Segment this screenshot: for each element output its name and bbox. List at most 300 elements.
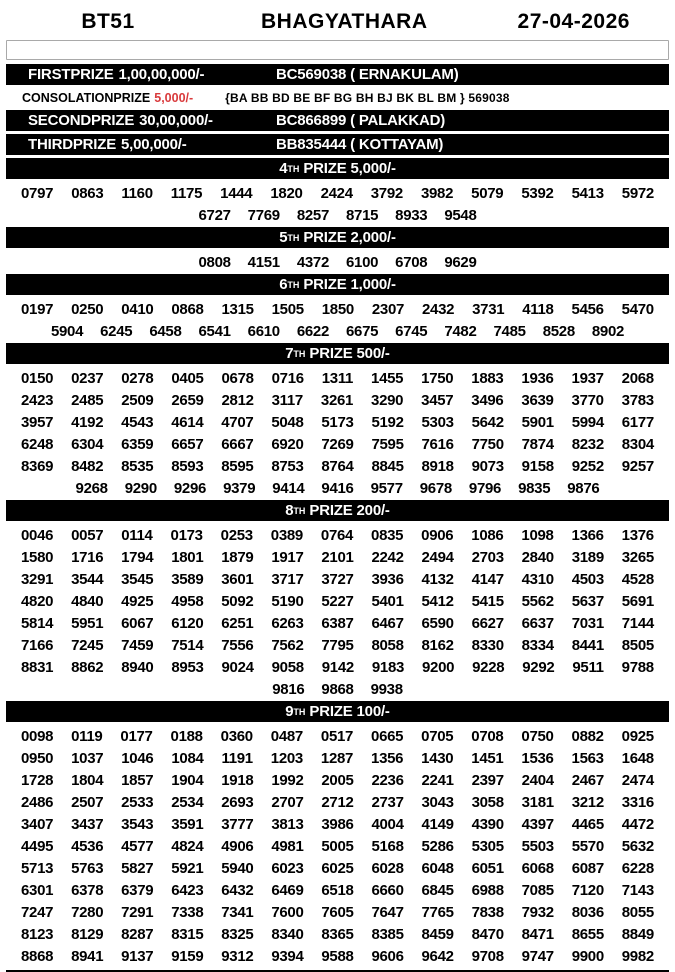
number-row bbox=[6, 411, 669, 433]
prize-number: 1455 bbox=[371, 370, 403, 387]
prize-number: 9394 bbox=[271, 948, 303, 965]
prize-number: 8129 bbox=[71, 926, 103, 943]
prize-number: 6025 bbox=[321, 860, 353, 877]
prize-number: 1287 bbox=[321, 750, 353, 767]
prize-number: 5303 bbox=[422, 414, 454, 431]
prize-number: 5413 bbox=[572, 185, 604, 202]
prize-number: 5763 bbox=[71, 860, 103, 877]
prize-number: 7769 bbox=[248, 207, 280, 224]
prize-number: 6304 bbox=[71, 436, 103, 453]
prize-number: 2703 bbox=[472, 549, 504, 566]
prize-number: 8862 bbox=[71, 659, 103, 676]
prize-number: 6263 bbox=[271, 615, 303, 632]
number-row bbox=[6, 433, 669, 455]
prize-number: 9747 bbox=[522, 948, 554, 965]
prize-number: 7600 bbox=[271, 904, 303, 921]
prize-number: 1175 bbox=[171, 185, 202, 202]
prize-number: 2068 bbox=[622, 370, 654, 387]
prize-section-8th bbox=[0, 500, 675, 700]
prize-number: 5412 bbox=[422, 593, 454, 610]
title-bar bbox=[0, 0, 675, 37]
second-prize-bar bbox=[6, 110, 669, 131]
prize-number: 8655 bbox=[572, 926, 604, 943]
number-row bbox=[6, 769, 669, 791]
prize-number: 3261 bbox=[321, 392, 353, 409]
prize-number: 0410 bbox=[121, 301, 153, 318]
prize-number: 9416 bbox=[321, 480, 353, 497]
prize-number: 0150 bbox=[21, 370, 53, 387]
number-row bbox=[6, 455, 669, 477]
prize-number: 9200 bbox=[422, 659, 454, 676]
prize-number: 0750 bbox=[521, 728, 553, 745]
prize-number: 6423 bbox=[171, 882, 203, 899]
prize-number: 8764 bbox=[321, 458, 353, 475]
prize-number: 6627 bbox=[472, 615, 504, 632]
prize-number: 7795 bbox=[321, 637, 353, 654]
prize-number: 7269 bbox=[321, 436, 353, 453]
prize-number: 6378 bbox=[71, 882, 103, 899]
prize-number: 5713 bbox=[21, 860, 53, 877]
prize-number: 4707 bbox=[221, 414, 253, 431]
prize-number: 9816 bbox=[272, 681, 304, 698]
prize-number: 1356 bbox=[371, 750, 403, 767]
prize-number: 5503 bbox=[522, 838, 554, 855]
number-row bbox=[6, 568, 669, 590]
prize-number: 1037 bbox=[71, 750, 103, 767]
prize-number: 3437 bbox=[71, 816, 103, 833]
prize-number: 5456 bbox=[572, 301, 604, 318]
prize-number: 8315 bbox=[171, 926, 203, 943]
number-row bbox=[6, 634, 669, 656]
prize-number: 4004 bbox=[371, 816, 403, 833]
prize-number: 3117 bbox=[272, 392, 303, 409]
prize-number: 3792 bbox=[371, 185, 403, 202]
prize-number: 8528 bbox=[543, 323, 575, 340]
prize-number: 1203 bbox=[271, 750, 303, 767]
prize-number: 1536 bbox=[521, 750, 553, 767]
prize-number: 7765 bbox=[422, 904, 454, 921]
prize-number: 5286 bbox=[422, 838, 454, 855]
prize-section-9th bbox=[0, 701, 675, 967]
prize-number: 6541 bbox=[198, 323, 230, 340]
prize-number: 7085 bbox=[522, 882, 554, 899]
prize-number: 3545 bbox=[121, 571, 153, 588]
prize-number: 8933 bbox=[395, 207, 427, 224]
prize-number: 5637 bbox=[572, 593, 604, 610]
prize-number: 7341 bbox=[221, 904, 253, 921]
prize-number: 7144 bbox=[622, 615, 654, 632]
prize-number: 1937 bbox=[572, 370, 604, 387]
prize-number: 1750 bbox=[421, 370, 453, 387]
prize-number: 6988 bbox=[472, 882, 504, 899]
prize-number: 3043 bbox=[422, 794, 454, 811]
prize-number: 5814 bbox=[21, 615, 53, 632]
prize-number: 0487 bbox=[271, 728, 303, 745]
prize-number: 6301 bbox=[21, 882, 53, 899]
prize-number: 5951 bbox=[71, 615, 103, 632]
prize-number: 5691 bbox=[622, 593, 654, 610]
prize-number: 6675 bbox=[346, 323, 378, 340]
prize-number: 1801 bbox=[171, 549, 203, 566]
number-row bbox=[6, 813, 669, 835]
lottery-name: BHAGYATHARA bbox=[216, 10, 473, 34]
prize-number: 7031 bbox=[572, 615, 604, 632]
prize-number: 7482 bbox=[444, 323, 476, 340]
prize-number: 0716 bbox=[272, 370, 304, 387]
prize-number: 0517 bbox=[321, 728, 353, 745]
prize-number: 1084 bbox=[171, 750, 203, 767]
prize-number: 9137 bbox=[121, 948, 153, 965]
prize-number: 8287 bbox=[121, 926, 153, 943]
prize-section-6th bbox=[0, 274, 675, 342]
prize-number: 6637 bbox=[522, 615, 554, 632]
prize-section-header: 6 TH PRIZE 1,000/- bbox=[6, 274, 669, 295]
prize-number: 1366 bbox=[572, 527, 604, 544]
prize-number: 5901 bbox=[522, 414, 554, 431]
prize-number: 6518 bbox=[321, 882, 353, 899]
prize-number: 3986 bbox=[321, 816, 353, 833]
consolation-amount: 5,000/- bbox=[154, 91, 193, 105]
prize-number: 9835 bbox=[518, 480, 550, 497]
prize-number: 0708 bbox=[471, 728, 503, 745]
prize-number: 2693 bbox=[221, 794, 253, 811]
prize-number: 7647 bbox=[371, 904, 403, 921]
prize-number: 1098 bbox=[521, 527, 553, 544]
number-row bbox=[6, 725, 669, 747]
prize-number: 3265 bbox=[622, 549, 654, 566]
prize-section-4th bbox=[0, 158, 675, 226]
prize-number: 4372 bbox=[297, 254, 329, 271]
first-prize-bar bbox=[6, 64, 669, 85]
prize-number: 4824 bbox=[171, 838, 203, 855]
prize-number: 1160 bbox=[121, 185, 152, 202]
prize-number: 8340 bbox=[271, 926, 303, 943]
prize-number: 0119 bbox=[71, 728, 102, 745]
prize-number: 5921 bbox=[171, 860, 203, 877]
prize-number: 9796 bbox=[469, 480, 501, 497]
prize-number: 9159 bbox=[171, 948, 203, 965]
prize-number: 5415 bbox=[472, 593, 504, 610]
prize-section-header: 8 TH PRIZE 200/- bbox=[6, 500, 669, 521]
prize-number: 1444 bbox=[220, 185, 252, 202]
prize-number: 7338 bbox=[171, 904, 203, 921]
prize-number: 7616 bbox=[422, 436, 454, 453]
prize-number: 4192 bbox=[71, 414, 103, 431]
prize-number: 1716 bbox=[71, 549, 103, 566]
prize-number: 1191 bbox=[222, 750, 253, 767]
prize-number: 6708 bbox=[395, 254, 427, 271]
prize-number: 5079 bbox=[471, 185, 503, 202]
prize-number: 0863 bbox=[71, 185, 103, 202]
number-row bbox=[6, 590, 669, 612]
prize-number: 7562 bbox=[271, 637, 303, 654]
number-row bbox=[6, 656, 669, 678]
prize-number: 1086 bbox=[471, 527, 503, 544]
prize-number: 5048 bbox=[271, 414, 303, 431]
prize-number: 0868 bbox=[171, 301, 203, 318]
prize-number: 4390 bbox=[472, 816, 504, 833]
prize-number: 3181 bbox=[522, 794, 554, 811]
first-prize-winner: BC569038 ( ERNAKULAM) bbox=[276, 66, 459, 83]
prize-number: 3058 bbox=[472, 794, 504, 811]
prize-number: 1820 bbox=[270, 185, 302, 202]
prize-number: 2307 bbox=[372, 301, 404, 318]
prize-number: 9024 bbox=[222, 659, 254, 676]
prize-number: 8505 bbox=[622, 637, 654, 654]
prize-number: 9290 bbox=[125, 480, 157, 497]
prize-number: 1992 bbox=[271, 772, 303, 789]
prize-number: 8593 bbox=[171, 458, 203, 475]
number-row bbox=[6, 477, 669, 499]
prize-number: 5570 bbox=[572, 838, 604, 855]
first-prize-label: FIRSTPRIZE 1,00,00,000/- bbox=[6, 66, 276, 83]
prize-number: 9158 bbox=[522, 458, 554, 475]
prize-number: 2659 bbox=[171, 392, 203, 409]
prize-number: 6590 bbox=[422, 615, 454, 632]
prize-number: 2242 bbox=[371, 549, 403, 566]
prize-number: 6359 bbox=[121, 436, 153, 453]
number-row bbox=[6, 923, 669, 945]
prize-number: 2485 bbox=[71, 392, 103, 409]
prize-number: 8753 bbox=[271, 458, 303, 475]
prize-number: 0250 bbox=[71, 301, 103, 318]
prize-number: 8123 bbox=[21, 926, 53, 943]
prize-number: 6068 bbox=[522, 860, 554, 877]
prize-number: 9708 bbox=[472, 948, 504, 965]
prize-number: 3731 bbox=[472, 301, 504, 318]
prize-number: 1311 bbox=[322, 370, 353, 387]
prize-number: 6245 bbox=[100, 323, 132, 340]
prize-number: 6028 bbox=[371, 860, 403, 877]
prize-number: 2424 bbox=[321, 185, 353, 202]
number-row bbox=[6, 835, 669, 857]
prize-number: 9058 bbox=[272, 659, 304, 676]
prize-number: 8831 bbox=[21, 659, 53, 676]
prize-number: 3544 bbox=[71, 571, 103, 588]
prize-number: 0177 bbox=[120, 728, 152, 745]
prize-number: 8715 bbox=[346, 207, 378, 224]
prize-number: 6845 bbox=[422, 882, 454, 899]
number-row bbox=[6, 389, 669, 411]
prize-number: 9296 bbox=[174, 480, 206, 497]
prize-number: 3189 bbox=[572, 549, 604, 566]
prize-number: 4472 bbox=[622, 816, 654, 833]
prize-number: 0950 bbox=[21, 750, 53, 767]
prize-number: 8902 bbox=[592, 323, 624, 340]
prize-number: 2840 bbox=[522, 549, 554, 566]
third-prize-bar bbox=[6, 134, 669, 155]
prize-section-header: 9 TH PRIZE 100/- bbox=[6, 701, 669, 722]
prize-number: 1804 bbox=[71, 772, 103, 789]
prize-number: 0278 bbox=[121, 370, 153, 387]
prize-number: 6745 bbox=[395, 323, 427, 340]
prize-number: 9142 bbox=[322, 659, 354, 676]
prize-number: 6432 bbox=[221, 882, 253, 899]
prize-number: 7556 bbox=[221, 637, 253, 654]
prize-number: 2812 bbox=[222, 392, 254, 409]
consolation-series: {BA BB BD BE BF BG BH BJ BK BL BM } 569038 bbox=[225, 91, 509, 105]
prize-number: 6087 bbox=[572, 860, 604, 877]
prize-number: 7605 bbox=[321, 904, 353, 921]
prize-number: 3639 bbox=[521, 392, 553, 409]
prize-number: 3717 bbox=[271, 571, 303, 588]
prize-number: 2236 bbox=[371, 772, 403, 789]
prize-number: 1857 bbox=[121, 772, 153, 789]
prize-number: 4465 bbox=[572, 816, 604, 833]
prize-number: 3496 bbox=[471, 392, 503, 409]
prize-number: 8055 bbox=[622, 904, 654, 921]
prize-number: 0764 bbox=[321, 527, 353, 544]
prize-number: 5632 bbox=[622, 838, 654, 855]
prize-number: 1376 bbox=[622, 527, 654, 544]
prize-number: 4536 bbox=[71, 838, 103, 855]
prize-number: 9183 bbox=[372, 659, 404, 676]
prize-number: 5401 bbox=[371, 593, 403, 610]
prize-number: 6920 bbox=[271, 436, 303, 453]
prize-number: 4149 bbox=[422, 816, 454, 833]
prize-number: 9900 bbox=[572, 948, 604, 965]
prize-number: 8470 bbox=[472, 926, 504, 943]
prize-number: 4147 bbox=[472, 571, 504, 588]
prize-number: 5470 bbox=[622, 301, 654, 318]
prize-number: 5562 bbox=[522, 593, 554, 610]
prize-section-header: 7 TH PRIZE 500/- bbox=[6, 343, 669, 364]
prize-number: 8325 bbox=[221, 926, 253, 943]
third-prize-winner: BB835444 ( KOTTAYAM) bbox=[276, 136, 443, 153]
prize-number: 7245 bbox=[71, 637, 103, 654]
prize-number: 0835 bbox=[371, 527, 403, 544]
consolation-label: CONSOLATIONPRIZE bbox=[22, 91, 150, 105]
prize-number: 0173 bbox=[171, 527, 203, 544]
prize-number: 3777 bbox=[221, 816, 253, 833]
prize-number: 9252 bbox=[572, 458, 604, 475]
third-prize-label: THIRDPRIZE 5,00,000/- bbox=[6, 136, 276, 153]
prize-number: 4925 bbox=[121, 593, 153, 610]
prize-number: 4495 bbox=[21, 838, 53, 855]
prize-number: 1563 bbox=[572, 750, 604, 767]
prize-number: 8941 bbox=[71, 948, 103, 965]
consolation-row bbox=[6, 88, 669, 107]
prize-number: 3457 bbox=[421, 392, 453, 409]
prize-number: 7291 bbox=[121, 904, 153, 921]
prize-number: 6727 bbox=[198, 207, 230, 224]
prize-number: 2474 bbox=[622, 772, 654, 789]
prize-number: 1904 bbox=[171, 772, 203, 789]
prize-number: 6469 bbox=[271, 882, 303, 899]
number-row bbox=[6, 298, 669, 320]
prize-number: 4577 bbox=[121, 838, 153, 855]
prize-number: 3591 bbox=[171, 816, 203, 833]
prize-section-5th bbox=[0, 227, 675, 273]
number-row bbox=[6, 612, 669, 634]
prize-number: 9938 bbox=[371, 681, 403, 698]
prize-number: 2241 bbox=[422, 772, 454, 789]
prize-number: 1879 bbox=[221, 549, 253, 566]
prize-number: 7838 bbox=[472, 904, 504, 921]
prize-number: 9876 bbox=[567, 480, 599, 497]
prize-number: 5392 bbox=[521, 185, 553, 202]
prize-number: 6100 bbox=[346, 254, 378, 271]
prize-number: 8441 bbox=[572, 637, 604, 654]
prize-number: 0389 bbox=[271, 527, 303, 544]
prize-number: 0237 bbox=[71, 370, 103, 387]
prize-number: 6051 bbox=[472, 860, 504, 877]
number-row bbox=[6, 524, 669, 546]
prize-number: 9073 bbox=[472, 458, 504, 475]
prize-number: 1046 bbox=[121, 750, 153, 767]
prize-number: 7485 bbox=[494, 323, 526, 340]
prize-number: 9868 bbox=[321, 681, 353, 698]
prize-number: 0405 bbox=[171, 370, 203, 387]
prize-number: 5940 bbox=[221, 860, 253, 877]
prize-number: 5168 bbox=[371, 838, 403, 855]
prize-number: 6048 bbox=[422, 860, 454, 877]
prize-number: 3407 bbox=[21, 816, 53, 833]
prize-number: 5642 bbox=[472, 414, 504, 431]
prize-number: 1794 bbox=[121, 549, 153, 566]
prize-number: 1883 bbox=[471, 370, 503, 387]
number-row bbox=[6, 320, 669, 342]
prize-number: 9982 bbox=[622, 948, 654, 965]
prize-section-7th bbox=[0, 343, 675, 499]
blank-strip bbox=[6, 40, 669, 60]
prize-number: 4132 bbox=[422, 571, 454, 588]
second-prize-label: SECONDPRIZE 30,00,000/- bbox=[6, 112, 276, 129]
prize-number: 9257 bbox=[622, 458, 654, 475]
prize-number: 4397 bbox=[522, 816, 554, 833]
prize-number: 7280 bbox=[71, 904, 103, 921]
prize-number: 0197 bbox=[21, 301, 53, 318]
prize-number: 5190 bbox=[271, 593, 303, 610]
prize-number: 8232 bbox=[572, 436, 604, 453]
prize-number: 1430 bbox=[421, 750, 453, 767]
prize-number: 2534 bbox=[171, 794, 203, 811]
prize-number: 3543 bbox=[121, 816, 153, 833]
prize-number: 6467 bbox=[371, 615, 403, 632]
prize-number: 8849 bbox=[622, 926, 654, 943]
prize-number: 2737 bbox=[371, 794, 403, 811]
number-row bbox=[6, 204, 669, 226]
prize-number: 4820 bbox=[21, 593, 53, 610]
prize-number: 8162 bbox=[422, 637, 454, 654]
prize-number: 5005 bbox=[321, 838, 353, 855]
prize-number: 5173 bbox=[321, 414, 353, 431]
prize-number: 8036 bbox=[572, 904, 604, 921]
prize-number: 7595 bbox=[371, 436, 403, 453]
prize-number: 8058 bbox=[371, 637, 403, 654]
prize-number: 5827 bbox=[121, 860, 153, 877]
prize-number: 0665 bbox=[371, 728, 403, 745]
prize-number: 8369 bbox=[21, 458, 53, 475]
prize-number: 6657 bbox=[171, 436, 203, 453]
prize-number: 8595 bbox=[221, 458, 253, 475]
prize-number: 3291 bbox=[21, 571, 53, 588]
prize-number: 9312 bbox=[221, 948, 253, 965]
prize-number: 8482 bbox=[71, 458, 103, 475]
prize-number: 8918 bbox=[422, 458, 454, 475]
prize-number: 3813 bbox=[271, 816, 303, 833]
prize-number: 9606 bbox=[371, 948, 403, 965]
prize-number: 2101 bbox=[321, 549, 353, 566]
prize-number: 6067 bbox=[121, 615, 153, 632]
prize-number: 3601 bbox=[221, 571, 253, 588]
prize-number: 6023 bbox=[271, 860, 303, 877]
prize-number: 2494 bbox=[422, 549, 454, 566]
prize-number: 7874 bbox=[522, 436, 554, 453]
prize-number: 8845 bbox=[371, 458, 403, 475]
prize-number: 2404 bbox=[522, 772, 554, 789]
draw-code: BT51 bbox=[0, 10, 216, 34]
